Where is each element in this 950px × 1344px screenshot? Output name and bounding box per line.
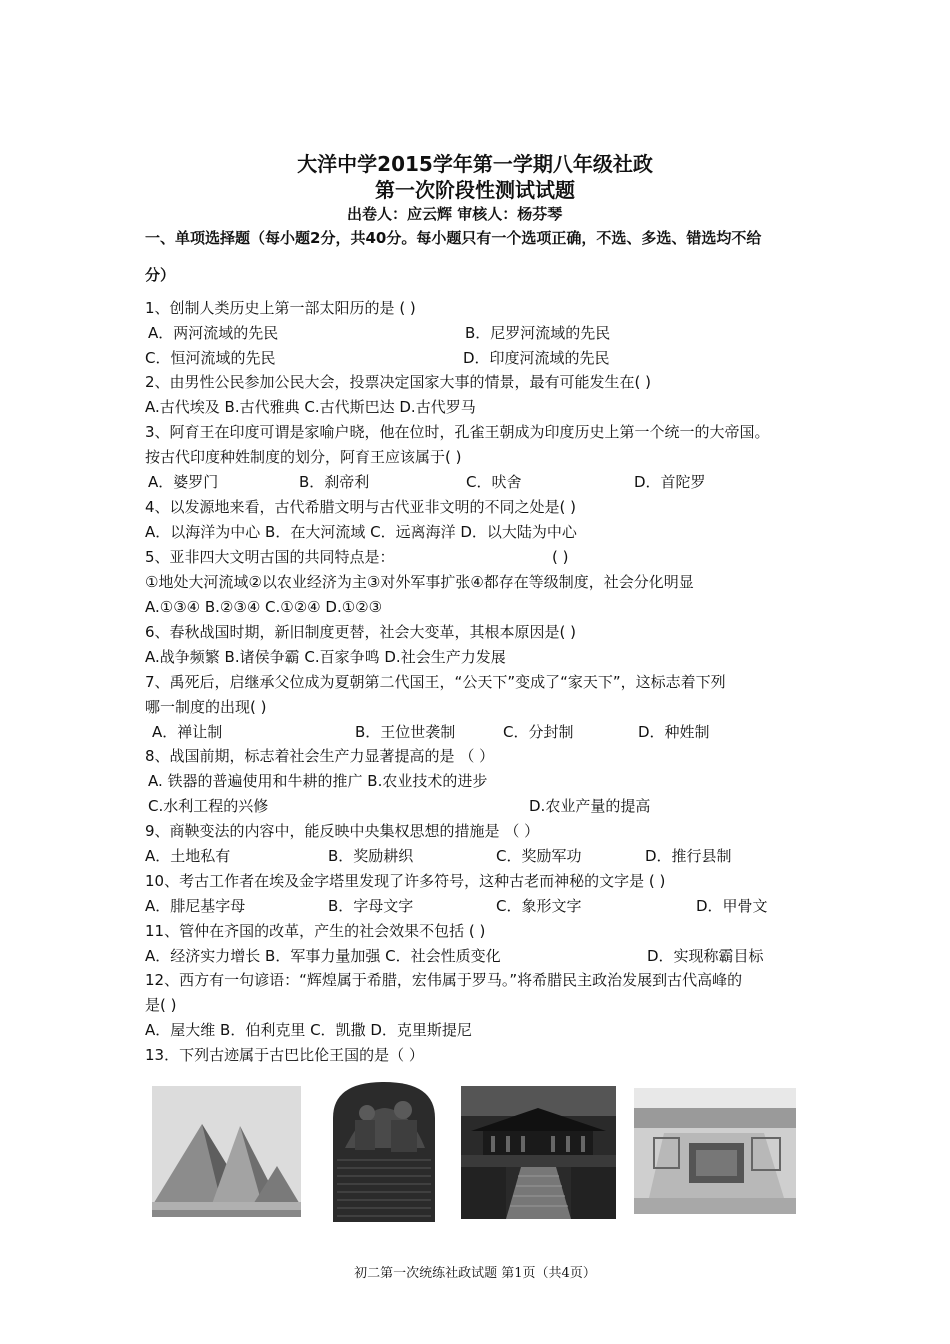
q11-options: A．经济实力增长 B．军事力量加强 C．社会性质变化 — [145, 947, 501, 965]
q8-options-ab: A. 铁器的普遍使用和牛耕的推广 B.农业技术的进步 — [148, 772, 488, 790]
question-2-stem: 2、由男性公民参加公民大会，投票决定国家大事的情景，最有可能发生在( ) — [145, 373, 652, 391]
q3-option-b: B．刹帝利 — [299, 473, 370, 491]
q1-option-b: B．尼罗河流域的先民 — [465, 324, 611, 342]
hammurabi-stele-photo — [325, 1078, 443, 1222]
question-4-stem: 4、以发源地来看，古代希腊文明与古代亚非文明的不同之处是( ) — [145, 498, 577, 516]
q5-items: ①地处大河流域②以农业经济为主③对外军事扩张④都存在等级制度，社会分化明显 — [145, 573, 694, 591]
q12-options: A．屋大维 B．伯利克里 C．凯撒 D．克里斯提尼 — [145, 1021, 472, 1039]
q4-options: A．以海洋为中心 B．在大河流域 C．远离海洋 D．以大陆为中心 — [145, 523, 577, 541]
exam-title: 大洋中学2015学年第一学期八年级社政 — [297, 152, 653, 176]
question-1-stem: 1、创制人类历史上第一部太阳历的是 ( ) — [145, 299, 416, 317]
q7-option-b: B．王位世袭制 — [355, 723, 456, 741]
palace-photo — [461, 1086, 616, 1219]
q9-option-c: C．奖励军功 — [496, 847, 582, 865]
q9-option-b: B．奖励耕织 — [328, 847, 414, 865]
q8-option-d: D.农业产量的提高 — [529, 797, 651, 815]
q2-options: A.古代埃及 B.古代雅典 C.古代斯巴达 D.古代罗马 — [145, 398, 476, 416]
q3-option-d: D．首陀罗 — [634, 473, 706, 491]
ruins-photo — [634, 1088, 796, 1214]
q10-option-c: C．象形文字 — [496, 897, 582, 915]
q7-option-d: D．种姓制 — [638, 723, 710, 741]
question-3-stem: 3、阿育王在印度可谓是家喻户晓，他在位时，孔雀王朝成为印度历史上第一个统一的大帝国。 — [145, 423, 770, 441]
q3-option-a: A．婆罗门 — [148, 473, 219, 491]
q10-option-d: D．甲骨文 — [696, 897, 768, 915]
q11-option-d: D．实现称霸目标 — [647, 947, 764, 965]
q8-option-c: C.水利工程的兴修 — [148, 797, 269, 815]
question-10-stem: 10、考古工作者在埃及金字塔里发现了许多符号，这种古老而神秘的文字是 ( ) — [145, 872, 666, 890]
page-footer: 初二第一次统练社政试题 第1页（共4页） — [354, 1266, 596, 1281]
q10-option-a: A．腓尼基字母 — [145, 897, 246, 915]
q10-option-b: B．字母文字 — [328, 897, 414, 915]
question-9-stem: 9、商鞅变法的内容中，能反映中央集权思想的措施是 （ ） — [145, 822, 540, 840]
question-3-stem-cont: 按古代印度种姓制度的划分，阿育王应该属于( ) — [145, 448, 462, 466]
q6-options: A.战争频繁 B.诸侯争霸 C.百家争鸣 D.社会生产力发展 — [145, 648, 506, 666]
question-13-stem: 13．下列古迹属于古巴比伦王国的是（ ） — [145, 1046, 424, 1064]
question-6-stem: 6、春秋战国时期，新旧制度更替，社会大变革，其根本原因是( ) — [145, 623, 577, 641]
question-11-stem: 11、管仲在齐国的改革，产生的社会效果不包括 ( ) — [145, 922, 486, 940]
exam-subtitle: 第一次阶段性测试试题 — [375, 178, 575, 202]
q1-option-a: A．两河流域的先民 — [148, 324, 279, 342]
section-heading: 一、单项选择题（每小题2分，共40分。每小题只有一个选项正确，不选、多选、错选均不给 — [145, 229, 762, 247]
q5-answer-blank: ( ) — [552, 548, 569, 566]
question-8-stem: 8、战国前期，标志着社会生产力显著提高的是 （ ） — [145, 747, 495, 765]
question-7-stem: 7、禹死后，启继承父位成为夏朝第二代国王，“公天下”变成了“家天下”，这标志着下列 — [145, 673, 726, 691]
q3-option-c: C．吠舍 — [466, 473, 522, 491]
exam-authors: 出卷人：应云辉 审核人：杨芬琴 — [347, 205, 563, 223]
q5-options: A.①③④ B.②③④ C.①②④ D.①②③ — [145, 598, 383, 616]
q9-option-a: A．土地私有 — [145, 847, 231, 865]
section-heading-cont: 分） — [145, 266, 176, 284]
q1-option-d: D．印度河流域的先民 — [463, 349, 610, 367]
q9-option-d: D．推行县制 — [645, 847, 732, 865]
q7-option-a: A．禅让制 — [152, 723, 223, 741]
pyramids-photo — [152, 1086, 301, 1217]
question-5-stem: 5、亚非四大文明古国的共同特点是： — [145, 548, 395, 566]
question-12-stem: 12、西方有一句谚语：“辉煌属于希腊，宏伟属于罗马。”将希腊民主政治发展到古代高峰的 — [145, 971, 743, 989]
question-12-stem-cont: 是( ) — [145, 996, 177, 1014]
q7-option-c: C．分封制 — [503, 723, 574, 741]
question-7-stem-cont: 哪一制度的出现( ) — [145, 698, 267, 716]
q1-option-c: C．恒河流域的先民 — [145, 349, 276, 367]
